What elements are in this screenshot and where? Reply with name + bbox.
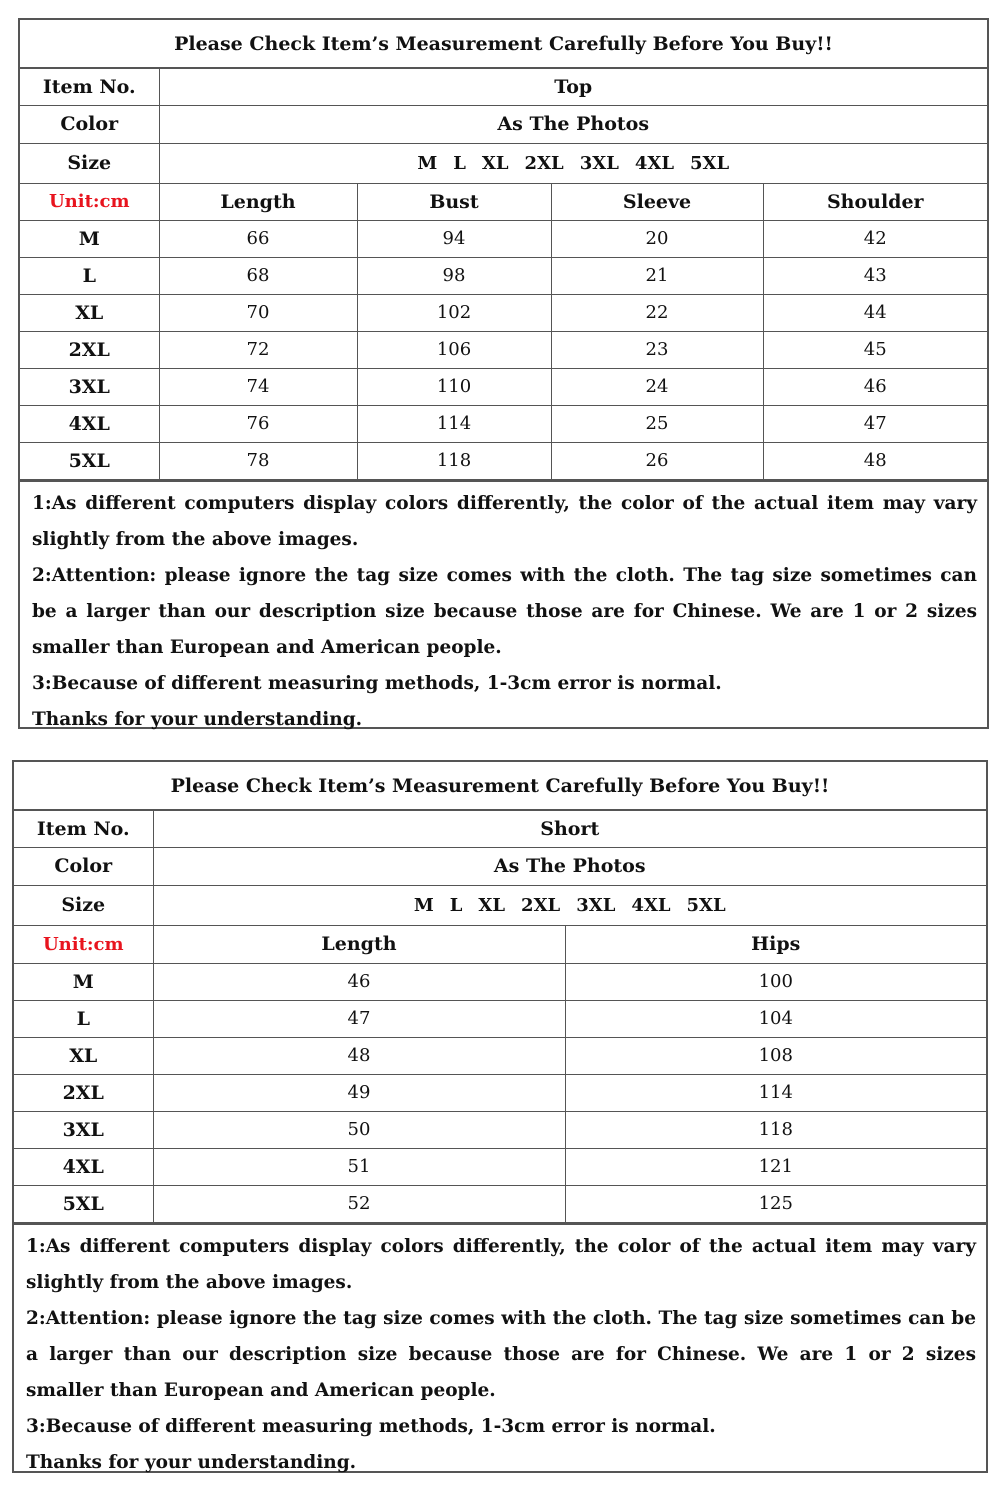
- size-option: 3XL: [579, 152, 619, 174]
- table-row: [20, 220, 987, 257]
- unit-label: Unit:cm: [14, 925, 153, 963]
- table-cell: 51: [153, 1148, 565, 1185]
- notes-section: [20, 480, 987, 738]
- table-cell: 125: [565, 1185, 986, 1222]
- row-size: 5XL: [14, 1185, 153, 1222]
- note-line: 2:Attention: please ignore the tag size comes with the cloth. The tag size sometimes can be a larger than our description size because those are for Chinese. We are 1 or 2 sizes smaller than European and American people.: [26, 1307, 976, 1401]
- table-row: [14, 1074, 986, 1111]
- table-cell: 114: [357, 405, 551, 442]
- chart-title: Please Check Item’s Measurement Carefully Before You Buy!!: [14, 762, 986, 811]
- size-option: 5XL: [690, 152, 730, 174]
- size-option: 4XL: [631, 894, 671, 916]
- table-row: [20, 405, 987, 442]
- table-row: [20, 368, 987, 405]
- row-size: 2XL: [20, 331, 159, 368]
- color-label: Color: [20, 105, 159, 143]
- table-row: [14, 963, 986, 1000]
- bottom-size-chart: [12, 760, 988, 1473]
- table-row: [20, 257, 987, 294]
- table-cell: 66: [159, 220, 357, 257]
- table-cell: 20: [551, 220, 763, 257]
- size-option: 4XL: [634, 152, 675, 174]
- size-label: Size: [14, 885, 153, 925]
- table-row: [20, 331, 987, 368]
- item-no-label: Item No.: [14, 811, 153, 847]
- table-row: [14, 1000, 986, 1037]
- size-option: 2XL: [524, 152, 564, 174]
- column-header: Hips: [565, 925, 986, 963]
- note-line: 2:Attention: please ignore the tag size comes with the cloth. The tag size sometimes can be a larger than our description size because those are for Chinese. We are 1 or 2 sizes smaller than European and American people.: [32, 564, 977, 658]
- note-line: 3:Because of different measuring methods, 1-3cm error is normal.: [32, 672, 722, 694]
- table-row: [14, 1037, 986, 1074]
- table-cell: 47: [153, 1000, 565, 1037]
- note-line: Thanks for your understanding.: [32, 708, 363, 730]
- table-cell: 104: [565, 1000, 986, 1037]
- table-row: [20, 294, 987, 331]
- table-cell: 26: [551, 442, 763, 479]
- color-value: As The Photos: [159, 105, 987, 143]
- column-header: Length: [159, 183, 357, 220]
- row-size: L: [20, 257, 159, 294]
- table-cell: 108: [565, 1037, 986, 1074]
- item-no-label: Item No.: [20, 69, 159, 105]
- item-no-value: Top: [159, 69, 987, 105]
- table-cell: 98: [357, 257, 551, 294]
- size-option: 3XL: [576, 894, 616, 916]
- row-size: L: [14, 1000, 153, 1037]
- table-cell: 118: [565, 1111, 986, 1148]
- table-cell: 78: [159, 442, 357, 479]
- table-cell: 50: [153, 1111, 565, 1148]
- unit-label: Unit:cm: [20, 183, 159, 220]
- table-cell: 94: [357, 220, 551, 257]
- table-cell: 44: [763, 294, 987, 331]
- column-header: Bust: [357, 183, 551, 220]
- chart-title: Please Check Item’s Measurement Carefully Before You Buy!!: [20, 20, 987, 69]
- size-option: L: [449, 894, 463, 916]
- table-cell: 49: [153, 1074, 565, 1111]
- table-cell: 102: [357, 294, 551, 331]
- size-table: [14, 811, 986, 1223]
- table-cell: 42: [763, 220, 987, 257]
- row-size: M: [20, 220, 159, 257]
- table-cell: 76: [159, 405, 357, 442]
- column-header: Length: [153, 925, 565, 963]
- table-cell: 52: [153, 1185, 565, 1222]
- row-size: 5XL: [20, 442, 159, 479]
- table-cell: 48: [153, 1037, 565, 1074]
- table-cell: 72: [159, 331, 357, 368]
- table-cell: 46: [153, 963, 565, 1000]
- table-row: [14, 1148, 986, 1185]
- table-cell: 22: [551, 294, 763, 331]
- row-size: XL: [20, 294, 159, 331]
- table-cell: 24: [551, 368, 763, 405]
- table-cell: 46: [763, 368, 987, 405]
- size-option: 5XL: [686, 894, 726, 916]
- color-label: Color: [14, 847, 153, 885]
- note-line: 1:As different computers display colors differently, the color of the actual item may vary slightly from the above images.: [32, 492, 977, 550]
- size-list: [153, 885, 986, 925]
- column-header: Shoulder: [763, 183, 987, 220]
- size-option: M: [413, 894, 434, 916]
- note-line: 1:As different computers display colors differently, the color of the actual item may vary slightly from the above images.: [26, 1235, 976, 1293]
- row-size: 2XL: [14, 1074, 153, 1111]
- column-header: Sleeve: [551, 183, 763, 220]
- table-cell: 110: [357, 368, 551, 405]
- table-cell: 25: [551, 405, 763, 442]
- item-no-value: Short: [153, 811, 986, 847]
- table-cell: 100: [565, 963, 986, 1000]
- table-row: [14, 1111, 986, 1148]
- row-size: 4XL: [14, 1148, 153, 1185]
- size-option: L: [453, 152, 466, 174]
- table-cell: 43: [763, 257, 987, 294]
- notes-section: [14, 1223, 986, 1481]
- table-cell: 47: [763, 405, 987, 442]
- table-cell: 121: [565, 1148, 986, 1185]
- table-cell: 21: [551, 257, 763, 294]
- table-cell: 114: [565, 1074, 986, 1111]
- row-size: 3XL: [14, 1111, 153, 1148]
- size-table: [20, 69, 987, 480]
- table-cell: 118: [357, 442, 551, 479]
- row-size: M: [14, 963, 153, 1000]
- size-label: Size: [20, 143, 159, 183]
- color-value: As The Photos: [153, 847, 986, 885]
- row-size: XL: [14, 1037, 153, 1074]
- table-cell: 106: [357, 331, 551, 368]
- size-option: 2XL: [521, 894, 561, 916]
- note-line: 3:Because of different measuring methods, 1-3cm error is normal.: [26, 1415, 716, 1437]
- size-option: M: [417, 152, 438, 174]
- table-cell: 48: [763, 442, 987, 479]
- table-cell: 70: [159, 294, 357, 331]
- table-cell: 68: [159, 257, 357, 294]
- size-option: XL: [481, 152, 509, 174]
- table-row: [20, 442, 987, 479]
- size-option: XL: [478, 894, 506, 916]
- table-cell: 45: [763, 331, 987, 368]
- table-row: [14, 1185, 986, 1222]
- size-list: [159, 143, 987, 183]
- top-size-chart: [18, 18, 989, 729]
- table-cell: 23: [551, 331, 763, 368]
- note-line: Thanks for your understanding.: [26, 1451, 357, 1473]
- table-cell: 74: [159, 368, 357, 405]
- row-size: 4XL: [20, 405, 159, 442]
- row-size: 3XL: [20, 368, 159, 405]
